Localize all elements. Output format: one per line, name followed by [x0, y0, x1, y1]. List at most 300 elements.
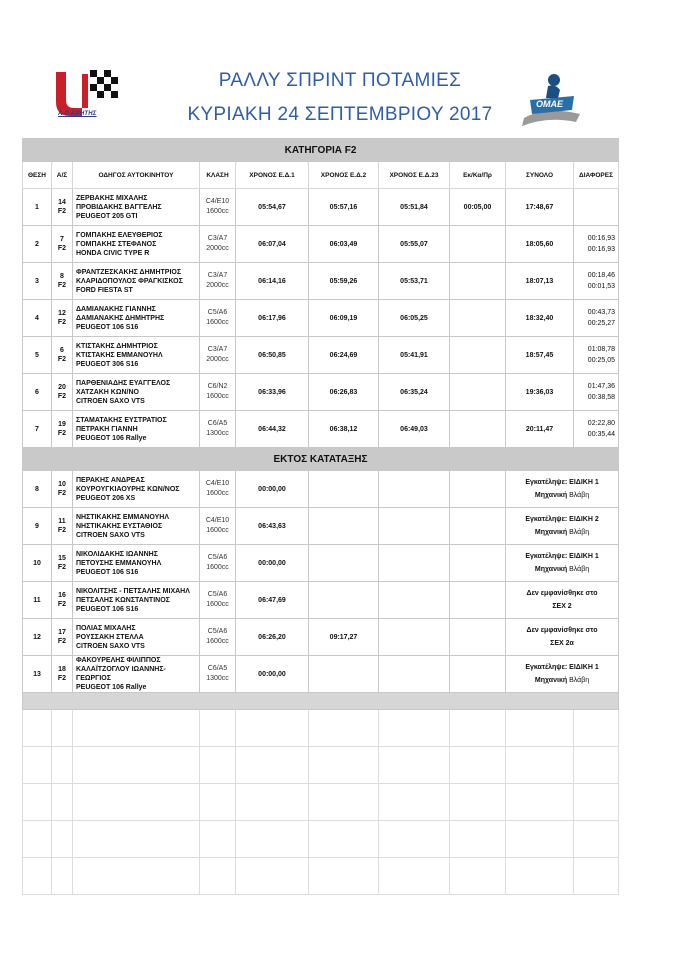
empty-cell	[309, 747, 379, 784]
difference-cell	[574, 263, 619, 300]
stage3-time-cell	[379, 189, 450, 226]
event-date: ΚΥΡΙΑΚΗ 24 ΣΕΠΤΕΜΒΡΙΟΥ 2017	[187, 104, 493, 125]
empty-cell	[574, 821, 619, 858]
results-table	[22, 138, 619, 895]
position: 4	[35, 314, 39, 322]
stage2-time-cell	[309, 263, 379, 300]
stage1-time-cell	[236, 337, 309, 374]
position: 12	[33, 633, 41, 641]
class-code: C6/A5	[207, 665, 228, 672]
codriver-name: ΠΕΤΣΑΛΗΣ ΚΩΝΣΤΑΝΤΙΝΟΣ	[76, 596, 170, 604]
stage2-time: 06:03,49	[329, 240, 358, 248]
driver-name: ΦΡΑΝΤΖΕΣΚΑΚΗΣ ΔΗΜΗΤΡΙΟΣ	[76, 268, 182, 276]
status-reason: Εγκατέληψε: ΕΙΔΙΚΗ 2	[525, 516, 599, 523]
position: 13	[33, 670, 41, 678]
stage2-time-cell	[309, 337, 379, 374]
class-code: C3/A7	[207, 235, 228, 242]
codriver-name: ΚΟΥΡΟΥΓΚΙΑΟΥΡΗΣ ΚΩΝ/ΝΟΣ	[76, 485, 180, 493]
table-row	[23, 189, 619, 226]
driver-cell	[73, 619, 200, 656]
stage1-time: 00:00,00	[258, 670, 286, 678]
empty-cell	[506, 858, 574, 895]
codriver-name: ΔΑΜΙΑΝΑΚΗΣ ΔΗΜΗΤΡΗΣ	[76, 314, 165, 322]
col-header: ΘΕΣΗ	[23, 162, 52, 189]
total-time: 18:05,60	[525, 240, 554, 248]
driver-name: ΖΕΡΒΑΚΗΣ ΜΙΧΑΛΗΣ	[76, 194, 148, 202]
empty-cell	[236, 710, 309, 747]
category-code: F2	[57, 208, 67, 215]
table-row	[23, 619, 619, 656]
start-number: 19	[58, 421, 66, 428]
gap-to-leader: 01:08,78	[587, 346, 616, 353]
class-cell	[200, 226, 236, 263]
total-time: 19:36,03	[525, 388, 554, 396]
empty-row	[23, 710, 619, 747]
driver-name: ΦΑΚΟΥΡΕΛΗΣ ΦΙΛΙΠΠΟΣ	[76, 657, 161, 664]
empty-cell	[379, 821, 450, 858]
position: 1	[35, 203, 39, 211]
status-cell	[506, 508, 619, 545]
stage3-time-cell	[379, 374, 450, 411]
stage3-time: 05:53,71	[400, 277, 428, 285]
start-number-cell	[52, 263, 73, 300]
status-detail-extra: Βλάβη	[569, 566, 590, 573]
status-reason: Εγκατέληψε: ΕΙΔΙΚΗ 1	[525, 479, 599, 486]
stage1-time-cell	[236, 582, 309, 619]
category-code: F2	[57, 245, 67, 252]
penalty-cell	[450, 337, 506, 374]
class-cell	[200, 300, 236, 337]
table-row	[23, 226, 619, 263]
stage1-time-cell	[236, 411, 309, 448]
empty-cell	[200, 821, 236, 858]
engine-capacity: 2000cc	[206, 282, 229, 289]
car-model: PEUGEOT 106 Rallye	[76, 684, 147, 691]
class-code: C3/A7	[207, 346, 228, 353]
empty-cell	[73, 858, 200, 895]
separator-row	[23, 693, 619, 710]
class-cell	[200, 471, 236, 508]
car-model: CITROEN SAXO VTS	[76, 642, 145, 650]
empty-cell	[200, 710, 236, 747]
empty-cell	[236, 784, 309, 821]
codriver-name: ΝΗΣΤΙΚΑΚΗΣ ΕΥΣΤΑΘΙΟΣ	[76, 522, 163, 530]
empty-cell	[200, 858, 236, 895]
status-cell	[506, 582, 619, 619]
stage2-time: 06:24,69	[329, 351, 358, 359]
stage1-time-cell	[236, 545, 309, 582]
car-model: PEUGEOT 106 S16	[76, 568, 139, 576]
empty-cell	[23, 710, 52, 747]
stage1-time: 05:54,67	[258, 203, 286, 211]
codriver-name: ΓΟΜΠΑΚΗΣ ΣΤΕΦΑΝΟΣ	[76, 240, 157, 248]
empty-cell	[450, 821, 506, 858]
total-cell	[506, 374, 574, 411]
total-time: 18:32,40	[525, 314, 554, 322]
empty-cell	[23, 858, 52, 895]
empty-cell	[236, 858, 309, 895]
table-row	[23, 471, 619, 508]
gap-to-leader: 00:16,93	[587, 235, 616, 242]
difference-cell	[574, 374, 619, 411]
start-number-cell	[52, 189, 73, 226]
class-code: C5/A6	[207, 309, 228, 316]
status-detail: ΣΕΧ 2	[552, 603, 572, 610]
start-number-cell	[52, 508, 73, 545]
stage1-time-cell	[236, 300, 309, 337]
event-title: ΡΑΛΛΥ ΣΠΡΙΝΤ ΠΟΤΑΜΙΕΣ	[218, 70, 462, 91]
driver-cell	[73, 226, 200, 263]
difference-cell	[574, 226, 619, 263]
position-cell	[23, 582, 52, 619]
driver-cell	[73, 411, 200, 448]
stage2-time: 09:17,27	[329, 633, 358, 641]
driver-cell	[73, 263, 200, 300]
empty-cell	[309, 784, 379, 821]
stage1-time: 00:00,00	[258, 559, 286, 567]
stage1-time: 06:33,96	[258, 388, 286, 396]
position-cell	[23, 374, 52, 411]
category-code: F2	[57, 282, 67, 289]
empty-cell	[309, 821, 379, 858]
engine-capacity: 2000cc	[206, 356, 229, 363]
start-number: 20	[58, 384, 66, 391]
stage2-time: 06:26,83	[329, 388, 358, 396]
start-number-cell	[52, 226, 73, 263]
stage1-time: 00:00,00	[258, 485, 286, 493]
start-number-cell	[52, 374, 73, 411]
engine-capacity: 1600cc	[206, 601, 229, 608]
category-header: ΚΑΤΗΓΟΡΙΑ F2	[23, 139, 619, 162]
car-model: FORD FIESTA ST	[76, 286, 133, 294]
category-code: F2	[57, 430, 67, 437]
empty-cell	[23, 821, 52, 858]
difference-cell	[574, 300, 619, 337]
column-header-row	[23, 162, 619, 189]
driver-cell	[73, 656, 200, 693]
gap-to-previous: 00:16,93	[587, 246, 616, 253]
empty-cell	[200, 747, 236, 784]
engine-capacity: 1300cc	[206, 430, 229, 437]
empty-cell	[73, 710, 200, 747]
codriver-name: ΧΑΤΖΑΚΗ ΚΩΝ/ΝΟ	[76, 388, 139, 396]
driver-name: ΔΑΜΙΑΝΑΚΗΣ ΓΙΑΝΝΗΣ	[76, 305, 156, 313]
start-number: 11	[58, 518, 66, 525]
stage2-time-cell	[309, 582, 379, 619]
position-cell	[23, 656, 52, 693]
codriver-name: ΚΑΛΑΪΤΖΟΓΛΟΥ ΙΩΑΝΝΗΣ-ΓΕΩΡΓΙΟΣ	[76, 666, 166, 682]
table-row	[23, 263, 619, 300]
empty-row	[23, 858, 619, 895]
stage1-time: 06:44,32	[258, 425, 286, 433]
start-number: 6	[60, 347, 64, 354]
class-cell	[200, 189, 236, 226]
category-code: F2	[57, 490, 67, 497]
stage2-time-cell	[309, 545, 379, 582]
driver-cell	[73, 300, 200, 337]
stage2-time-cell	[309, 300, 379, 337]
club-logo-left	[52, 64, 126, 124]
col-header: Εκ/Κα/Πρ	[450, 162, 506, 189]
category-code: F2	[57, 393, 67, 400]
stage2-time-cell	[309, 619, 379, 656]
empty-cell	[574, 747, 619, 784]
category-code: F2	[57, 319, 67, 326]
start-number-cell	[52, 619, 73, 656]
class-cell	[200, 656, 236, 693]
stage3-time-cell	[379, 226, 450, 263]
difference-cell	[574, 189, 619, 226]
empty-cell	[450, 784, 506, 821]
driver-name: ΝΙΚΟΛΙΤΣΗΣ - ΠΕΤΣΑΛΗΣ ΜΙΧΑΗΛ	[76, 587, 190, 595]
status-detail-extra: Βλάβη	[569, 677, 590, 684]
driver-cell	[73, 582, 200, 619]
stage1-time: 06:17,96	[258, 314, 286, 322]
penalty-cell	[450, 656, 506, 693]
penalty-cell	[450, 300, 506, 337]
stage2-time: 06:09,19	[329, 314, 358, 322]
empty-cell	[379, 747, 450, 784]
stage3-time-cell	[379, 300, 450, 337]
stage1-time: 06:14,16	[258, 277, 286, 285]
car-model: PEUGEOT 306 S16	[76, 360, 139, 368]
total-cell	[506, 226, 574, 263]
position: 9	[35, 522, 39, 530]
penalty-cell	[450, 263, 506, 300]
empty-cell	[574, 710, 619, 747]
gap-to-previous: 00:01,53	[587, 283, 616, 290]
empty-cell	[450, 747, 506, 784]
gap-to-leader: 00:43,73	[587, 309, 616, 316]
start-number-cell	[52, 411, 73, 448]
empty-cell	[379, 784, 450, 821]
stage1-time: 06:47,69	[258, 596, 286, 604]
position-cell	[23, 300, 52, 337]
empty-cell	[73, 747, 200, 784]
engine-capacity: 1600cc	[206, 208, 229, 215]
driver-cell	[73, 374, 200, 411]
empty-cell	[506, 784, 574, 821]
stage2-time-cell	[309, 471, 379, 508]
empty-cell	[506, 710, 574, 747]
club-logo-right	[516, 66, 588, 136]
class-code: C5/A6	[207, 591, 228, 598]
class-cell	[200, 263, 236, 300]
stage3-time-cell	[379, 582, 450, 619]
category-code: F2	[57, 356, 67, 363]
status-detail: Μηχανική	[534, 492, 568, 499]
col-header: ΔΙΑΦΟΡΕΣ	[574, 162, 619, 189]
empty-cell	[52, 747, 73, 784]
start-number: 14	[58, 199, 66, 206]
unranked-header-row	[23, 448, 619, 471]
penalty-cell	[450, 374, 506, 411]
driver-name: ΝΗΣΤΙΚΑΚΗΣ ΕΜΜΑΝΟΥΗΛ	[76, 513, 169, 521]
status-cell	[506, 656, 619, 693]
car-model: PEUGEOT 205 GTI	[76, 212, 138, 220]
codriver-name: ΠΡΟΒΙΔΑΚΗΣ ΒΑΓΓΕΛΗΣ	[76, 203, 162, 211]
empty-cell	[379, 710, 450, 747]
start-number: 7	[60, 236, 64, 243]
empty-cell	[574, 784, 619, 821]
total-cell	[506, 300, 574, 337]
start-number: 12	[58, 310, 66, 317]
driver-name: ΣΤΑΜΑΤΑΚΗΣ ΕΥΣΤΡΑΤΙΟΣ	[76, 416, 167, 424]
start-number-cell	[52, 545, 73, 582]
position-cell	[23, 226, 52, 263]
empty-cell	[450, 858, 506, 895]
penalty-time: 00:05,00	[463, 203, 492, 211]
logo-right-caption: ΟΜΑΕ	[536, 99, 563, 109]
class-cell	[200, 508, 236, 545]
empty-cell	[23, 784, 52, 821]
start-number: 17	[58, 629, 66, 636]
total-time: 20:11,47	[525, 425, 554, 433]
empty-cell	[236, 821, 309, 858]
stage1-time: 06:26,20	[258, 633, 286, 641]
class-cell	[200, 337, 236, 374]
position: 3	[35, 277, 39, 285]
stage1-time: 06:43,63	[258, 522, 286, 530]
total-time: 18:07,13	[525, 277, 554, 285]
class-code: C4/E10	[205, 517, 230, 524]
table-row	[23, 337, 619, 374]
engine-capacity: 1600cc	[206, 393, 229, 400]
difference-cell	[574, 411, 619, 448]
stage1-time-cell	[236, 656, 309, 693]
position: 5	[35, 351, 39, 359]
start-number-cell	[52, 337, 73, 374]
gap-to-leader: 02:22,80	[587, 420, 616, 427]
driver-cell	[73, 545, 200, 582]
difference-cell	[574, 337, 619, 374]
class-cell	[200, 582, 236, 619]
category-code: F2	[57, 675, 67, 682]
stage2-time: 05:57,16	[329, 203, 358, 211]
table-row	[23, 656, 619, 693]
col-header: ΧΡΟΝΟΣ Ε.Δ.23	[379, 162, 450, 189]
driver-name: ΚΤΙΣΤΑΚΗΣ ΔΗΜΗΤΡΙΟΣ	[76, 342, 158, 350]
start-number-cell	[52, 582, 73, 619]
engine-capacity: 2000cc	[206, 245, 229, 252]
position-cell	[23, 619, 52, 656]
class-code: C6/N2	[207, 383, 228, 390]
status-detail: Μηχανική	[534, 566, 568, 573]
driver-name: ΠΑΡΘΕΝΙΑΔΗΣ ΕΥΑΓΓΕΛΟΣ	[76, 379, 171, 387]
stage3-time: 06:05,25	[400, 314, 428, 322]
stage3-time-cell	[379, 656, 450, 693]
driver-name: ΠΕΡΑΚΗΣ ΑΝΔΡΕΑΣ	[76, 476, 145, 484]
stage1-time-cell	[236, 189, 309, 226]
position: 7	[35, 425, 39, 433]
stage1-time-cell	[236, 263, 309, 300]
position: 10	[33, 559, 41, 567]
status-detail: ΣΕΧ 2α	[550, 640, 574, 647]
empty-row	[23, 821, 619, 858]
driver-cell	[73, 471, 200, 508]
class-cell	[200, 411, 236, 448]
gap-to-previous: 00:38,58	[587, 394, 616, 401]
status-reason: Εγκατέληψε: ΕΙΔΙΚΗ 1	[525, 553, 599, 560]
stage3-time-cell	[379, 337, 450, 374]
status-reason: Δεν εμφανίσθηκε στο	[526, 590, 598, 597]
stage2-time-cell	[309, 226, 379, 263]
stage3-time: 06:35,24	[400, 388, 428, 396]
position-cell	[23, 471, 52, 508]
table-row	[23, 582, 619, 619]
empty-cell	[200, 784, 236, 821]
status-cell	[506, 545, 619, 582]
stage1-time-cell	[236, 226, 309, 263]
start-number: 10	[58, 481, 66, 488]
start-number: 18	[58, 666, 66, 673]
codriver-name: ΚΛΑΡΙΔΟΠΟΥΛΟΣ ΦΡΑΓΚΙΣΚΟΣ	[76, 277, 183, 285]
codriver-name: ΠΕΤΡΑΚΗ ΓΙΑΝΝΗ	[76, 425, 138, 433]
stage2-time: 05:59,26	[329, 277, 358, 285]
penalty-cell	[450, 471, 506, 508]
gap-to-previous: 00:25,05	[587, 357, 616, 364]
start-number: 8	[60, 273, 64, 280]
empty-row	[23, 784, 619, 821]
empty-cell	[73, 784, 200, 821]
position: 11	[33, 596, 41, 604]
start-number: 16	[58, 592, 66, 599]
engine-capacity: 1600cc	[206, 638, 229, 645]
driver-name: ΓΟΜΠΑΚΗΣ ΕΛΕΥΘΕΡΙΟΣ	[76, 231, 163, 239]
car-model: PEUGEOT 106 S16	[76, 605, 139, 613]
start-number-cell	[52, 471, 73, 508]
separator-cell	[23, 693, 619, 710]
stage1-time-cell	[236, 508, 309, 545]
total-time: 17:48,67	[525, 203, 554, 211]
status-reason: Δεν εμφανίσθηκε στο	[526, 627, 598, 634]
empty-cell	[574, 858, 619, 895]
status-cell	[506, 619, 619, 656]
col-header: ΣΥΝΟΛΟ	[506, 162, 574, 189]
empty-cell	[52, 710, 73, 747]
class-cell	[200, 545, 236, 582]
position-cell	[23, 337, 52, 374]
start-number-cell	[52, 656, 73, 693]
status-detail: Μηχανική	[534, 529, 568, 536]
empty-cell	[52, 821, 73, 858]
table-row	[23, 508, 619, 545]
total-cell	[506, 189, 574, 226]
status-detail-extra: Βλάβη	[569, 492, 590, 499]
position: 8	[35, 485, 39, 493]
stage3-time: 05:55,07	[400, 240, 428, 248]
stage1-time: 06:07,04	[258, 240, 286, 248]
penalty-cell	[450, 619, 506, 656]
status-detail-extra: Βλάβη	[569, 529, 590, 536]
stage3-time-cell	[379, 619, 450, 656]
engine-capacity: 1600cc	[206, 527, 229, 534]
engine-capacity: 1600cc	[206, 564, 229, 571]
penalty-cell	[450, 508, 506, 545]
empty-cell	[52, 784, 73, 821]
penalty-cell	[450, 545, 506, 582]
class-code: C3/A7	[207, 272, 228, 279]
car-model: PEUGEOT 106 Rallye	[76, 434, 147, 442]
codriver-name: ΡΟΥΣΣΑΚΗ ΣΤΕΛΛΑ	[76, 633, 144, 641]
empty-cell	[506, 747, 574, 784]
class-cell	[200, 374, 236, 411]
col-header: ΧΡΟΝΟΣ Ε.Δ.2	[309, 162, 379, 189]
col-header: Α/Σ	[52, 162, 73, 189]
position: 2	[35, 240, 39, 248]
stage3-time-cell	[379, 545, 450, 582]
engine-capacity: 1600cc	[206, 319, 229, 326]
